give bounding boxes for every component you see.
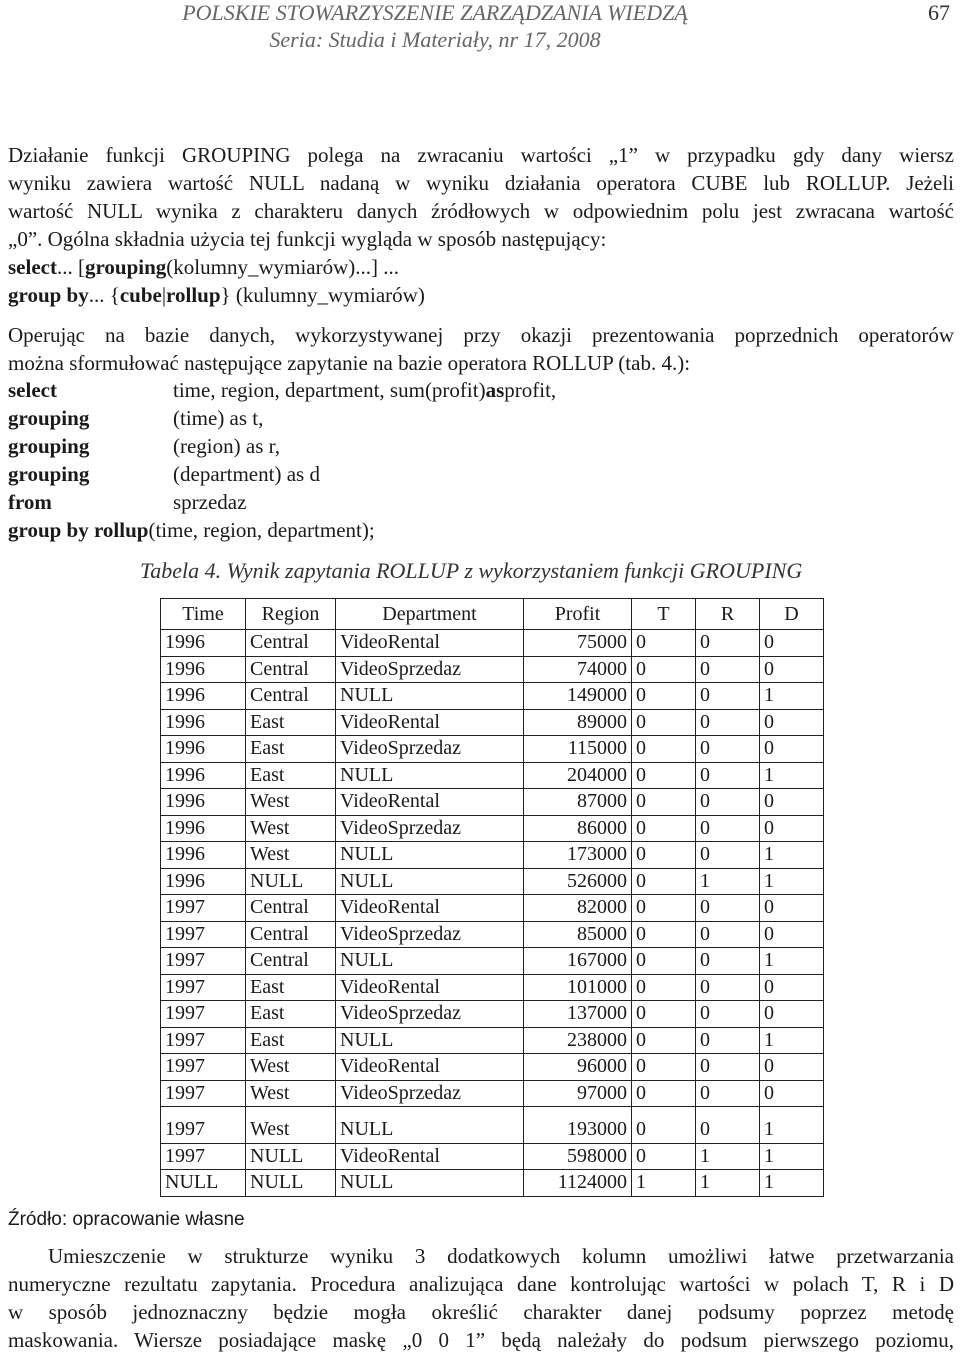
- table-cell: 1: [760, 1170, 824, 1197]
- sql-keyword: group by rollup: [8, 518, 149, 542]
- text-line: maskowania. Wiersze posiadające maskę „0 0 1” będą należały do podsum pierwszego poziomu,: [8, 1328, 954, 1352]
- table-row: [161, 842, 824, 869]
- table-row: [161, 895, 824, 922]
- table-cell: 0: [760, 815, 824, 842]
- column-header: Department: [336, 599, 524, 630]
- syntax-text: (kolumny_wymiarów)...] ...: [166, 255, 400, 279]
- table-row: [161, 656, 824, 683]
- table-row: [161, 1001, 824, 1028]
- table-cell: 0: [760, 1001, 824, 1028]
- table-cell: 0: [632, 630, 696, 657]
- syntax-line-select: [8, 253, 954, 281]
- sql-text: profit,: [504, 378, 557, 402]
- table-cell: 1124000: [524, 1170, 632, 1197]
- table-row: [161, 1107, 824, 1144]
- text-line: numeryczne rezultatu zapytania. Procedura analizująca dane kontrolując wartości w polach T, R i D: [8, 1272, 954, 1296]
- table-cell: 1: [696, 1170, 760, 1197]
- table-cell: 0: [696, 709, 760, 736]
- table-cell: VideoSprzedaz: [336, 736, 524, 763]
- table-cell: 0: [696, 1027, 760, 1054]
- table-cell: 1997: [161, 1143, 246, 1170]
- table-cell: 0: [696, 815, 760, 842]
- table-cell: 1: [760, 1143, 824, 1170]
- table-cell: Central: [246, 948, 336, 975]
- sql-keyword: from: [8, 490, 52, 514]
- table-cell: West: [246, 789, 336, 816]
- table-cell: 87000: [524, 789, 632, 816]
- table-cell: 1: [760, 762, 824, 789]
- table-cell: 0: [760, 1054, 824, 1081]
- table-cell: 167000: [524, 948, 632, 975]
- table-cell: 0: [696, 736, 760, 763]
- table-cell: West: [246, 1054, 336, 1081]
- table-cell: 1996: [161, 709, 246, 736]
- keyword: group by: [8, 283, 89, 307]
- table-cell: 0: [696, 921, 760, 948]
- table-cell: 1996: [161, 842, 246, 869]
- table-cell: Central: [246, 921, 336, 948]
- table-cell: 238000: [524, 1027, 632, 1054]
- syntax-text: ... {: [88, 283, 120, 307]
- table-cell: 75000: [524, 630, 632, 657]
- paragraph-conclusion: [8, 1242, 954, 1354]
- table-cell: East: [246, 1027, 336, 1054]
- table-cell: NULL: [336, 1107, 524, 1144]
- table-cell: 0: [696, 948, 760, 975]
- sql-text: (time, region, department);: [148, 518, 375, 542]
- table-cell: VideoRental: [336, 895, 524, 922]
- table-cell: VideoSprzedaz: [336, 656, 524, 683]
- table-cell: 0: [632, 815, 696, 842]
- table-cell: 0: [632, 1080, 696, 1107]
- table-cell: 0: [632, 974, 696, 1001]
- table-cell: 1: [760, 948, 824, 975]
- table-cell: 1997: [161, 1054, 246, 1081]
- table-cell: 0: [696, 630, 760, 657]
- table-source: Źródło: opracowanie własne: [8, 1209, 245, 1230]
- table-row: [161, 1080, 824, 1107]
- text-line: można sformułować następujące zapytanie na bazie operatora ROLLUP (tab. 4.):: [8, 351, 691, 375]
- table-cell: 89000: [524, 709, 632, 736]
- sql-query: [8, 376, 556, 544]
- table-cell: 1996: [161, 736, 246, 763]
- table-cell: 0: [760, 974, 824, 1001]
- paragraph-query-intro: [8, 321, 954, 377]
- keyword: rollup: [166, 283, 221, 307]
- table-cell: 149000: [524, 683, 632, 710]
- table-cell: 0: [760, 921, 824, 948]
- table-row: [161, 1143, 824, 1170]
- sql-text: time, region, department, sum(profit): [173, 378, 486, 402]
- table-cell: 0: [632, 762, 696, 789]
- keyword: cube: [119, 283, 162, 307]
- column-header: D: [760, 599, 824, 630]
- table-cell: Central: [246, 683, 336, 710]
- table-cell: VideoRental: [336, 974, 524, 1001]
- table-row: [161, 1170, 824, 1197]
- table-cell: 1997: [161, 1080, 246, 1107]
- table-cell: 115000: [524, 736, 632, 763]
- syntax-text: ... [: [56, 255, 85, 279]
- text-line: wyniku zawiera wartość NULL nadaną w wyniku działania operatora CUBE lub ROLLUP. Jeżeli: [8, 171, 954, 195]
- table-cell: VideoSprzedaz: [336, 1080, 524, 1107]
- table-cell: 1997: [161, 1027, 246, 1054]
- table-cell: 0: [760, 789, 824, 816]
- table-cell: NULL: [336, 683, 524, 710]
- text-line: Operując na bazie danych, wykorzystywanej przy okazji prezentowania poprzednich operatorów: [8, 323, 954, 347]
- table-cell: East: [246, 1001, 336, 1028]
- table-cell: 0: [632, 895, 696, 922]
- table-cell: Central: [246, 630, 336, 657]
- table-cell: 1997: [161, 948, 246, 975]
- table-cell: 0: [696, 762, 760, 789]
- table-cell: 85000: [524, 921, 632, 948]
- table-cell: VideoRental: [336, 789, 524, 816]
- table-cell: East: [246, 736, 336, 763]
- journal-series: Seria: Studia i Materiały, nr 17, 2008: [269, 27, 601, 52]
- table-cell: VideoRental: [336, 630, 524, 657]
- syntax-line-groupby: [8, 281, 954, 309]
- table-row: [161, 709, 824, 736]
- sql-keyword: as: [485, 378, 505, 402]
- table-cell: 1996: [161, 762, 246, 789]
- table-cell: 0: [632, 736, 696, 763]
- table-cell: East: [246, 709, 336, 736]
- column-header: Time: [161, 599, 246, 630]
- table-cell: 0: [632, 1027, 696, 1054]
- table-cell: 1997: [161, 921, 246, 948]
- table-cell: 101000: [524, 974, 632, 1001]
- table-cell: 86000: [524, 815, 632, 842]
- column-header: R: [696, 599, 760, 630]
- table-cell: 0: [760, 1080, 824, 1107]
- sql-text: (department) as d: [173, 462, 320, 486]
- table-cell: West: [246, 842, 336, 869]
- table-cell: West: [246, 1107, 336, 1144]
- table-cell: 1996: [161, 630, 246, 657]
- table-cell: 0: [632, 1001, 696, 1028]
- table-cell: 0: [696, 683, 760, 710]
- table-cell: 0: [696, 1054, 760, 1081]
- text-line: w sposób jednoznaczny będzie mogła określić charakter danej podsumy poprzez metodę: [8, 1300, 954, 1324]
- table-row: [161, 736, 824, 763]
- table-cell: 0: [696, 974, 760, 1001]
- table-row: [161, 762, 824, 789]
- table-cell: VideoRental: [336, 709, 524, 736]
- table-cell: 1: [760, 868, 824, 895]
- table-cell: 1: [760, 1107, 824, 1144]
- table-cell: VideoSprzedaz: [336, 1001, 524, 1028]
- table-cell: 0: [632, 948, 696, 975]
- table-cell: 0: [632, 1143, 696, 1170]
- table-cell: NULL: [161, 1170, 246, 1197]
- table-cell: 74000: [524, 656, 632, 683]
- sql-text: sprzedaz: [173, 490, 247, 514]
- table-cell: 0: [696, 842, 760, 869]
- table-cell: 0: [760, 709, 824, 736]
- sql-keyword: grouping: [8, 462, 90, 486]
- text-line: wartość NULL wynika z charakteru danych źródłowych w odpowiednim polu jest zwracana wartość: [8, 199, 954, 223]
- table-row: [161, 1054, 824, 1081]
- paragraph-grouping-intro: [8, 141, 954, 309]
- table-cell: 0: [760, 656, 824, 683]
- sql-text: (region) as r,: [173, 434, 281, 458]
- table-cell: 1996: [161, 789, 246, 816]
- sql-keyword: select: [8, 378, 57, 402]
- table-cell: 0: [760, 630, 824, 657]
- table-cell: 1: [632, 1170, 696, 1197]
- table-row: [161, 948, 824, 975]
- table-cell: 1996: [161, 868, 246, 895]
- table-cell: 0: [696, 1107, 760, 1144]
- table-row: [161, 815, 824, 842]
- table-cell: 1996: [161, 815, 246, 842]
- table-cell: 0: [696, 1001, 760, 1028]
- result-table: [160, 598, 824, 1197]
- table-cell: 1996: [161, 656, 246, 683]
- table-cell: 97000: [524, 1080, 632, 1107]
- table-row: [161, 868, 824, 895]
- table-cell: 1996: [161, 683, 246, 710]
- table-cell: VideoSprzedaz: [336, 815, 524, 842]
- table-row: [161, 921, 824, 948]
- table-cell: NULL: [336, 1170, 524, 1197]
- table-cell: 1997: [161, 895, 246, 922]
- table-cell: NULL: [336, 868, 524, 895]
- keyword: select: [8, 255, 57, 279]
- table-row: [161, 974, 824, 1001]
- sql-row: [8, 488, 556, 516]
- table-cell: West: [246, 1080, 336, 1107]
- table-cell: 137000: [524, 1001, 632, 1028]
- table-cell: 0: [632, 842, 696, 869]
- text-line: „0”. Ogólna składnia użycia tej funkcji wygląda w sposób następujący:: [8, 227, 607, 251]
- syntax-text: } (kulumny_wymiarów): [220, 283, 425, 307]
- table-cell: 0: [632, 1054, 696, 1081]
- column-header: Profit: [524, 599, 632, 630]
- table-cell: 1: [760, 842, 824, 869]
- table-caption: Tabela 4. Wynik zapytania ROLLUP z wykorzystaniem funkcji GROUPING: [140, 558, 803, 583]
- table-cell: 1: [760, 683, 824, 710]
- table-cell: NULL: [246, 868, 336, 895]
- table-cell: 598000: [524, 1143, 632, 1170]
- table-cell: 0: [632, 868, 696, 895]
- table-cell: 0: [696, 656, 760, 683]
- syntax-separator: |: [161, 283, 167, 307]
- table-cell: VideoSprzedaz: [336, 921, 524, 948]
- table-cell: NULL: [246, 1143, 336, 1170]
- table-cell: NULL: [336, 762, 524, 789]
- table-row: [161, 683, 824, 710]
- table-cell: 1997: [161, 974, 246, 1001]
- table-cell: East: [246, 974, 336, 1001]
- sql-row: [8, 460, 556, 488]
- table-cell: 0: [696, 1080, 760, 1107]
- column-header: Region: [246, 599, 336, 630]
- table-cell: 0: [632, 921, 696, 948]
- table-cell: East: [246, 762, 336, 789]
- keyword: grouping: [84, 255, 167, 279]
- page-number: 67: [928, 0, 950, 25]
- table-cell: 0: [760, 736, 824, 763]
- table-cell: West: [246, 815, 336, 842]
- table-row: [161, 630, 824, 657]
- text-line: Działanie funkcji GROUPING polega na zwracaniu wartości „1” w przypadku gdy dany wiersz: [8, 143, 954, 167]
- sql-row: [8, 404, 556, 432]
- table-row: [161, 1027, 824, 1054]
- table-cell: VideoRental: [336, 1143, 524, 1170]
- table-cell: NULL: [336, 842, 524, 869]
- text-line: Umieszczenie w strukturze wyniku 3 dodatkowych kolumn umożliwi łatwe przetwarzania: [48, 1244, 954, 1268]
- table-cell: 0: [696, 789, 760, 816]
- sql-row: [8, 516, 556, 544]
- page-header: [0, 0, 960, 60]
- sql-keyword: grouping: [8, 406, 90, 430]
- table-cell: NULL: [336, 948, 524, 975]
- sql-row: [8, 376, 556, 404]
- table-cell: 0: [632, 1107, 696, 1144]
- table-cell: NULL: [336, 1027, 524, 1054]
- table-cell: 1997: [161, 1107, 246, 1144]
- table-cell: 1: [696, 868, 760, 895]
- journal-title: POLSKIE STOWARZYSZENIE ZARZĄDZANIA WIEDZĄ: [182, 0, 688, 25]
- table-cell: Central: [246, 656, 336, 683]
- table-cell: 526000: [524, 868, 632, 895]
- table-cell: 0: [696, 895, 760, 922]
- table-cell: 0: [632, 789, 696, 816]
- table-cell: 0: [760, 895, 824, 922]
- sql-keyword: grouping: [8, 434, 90, 458]
- table-cell: NULL: [246, 1170, 336, 1197]
- table-cell: 204000: [524, 762, 632, 789]
- column-header: T: [632, 599, 696, 630]
- table-cell: 173000: [524, 842, 632, 869]
- table-cell: 82000: [524, 895, 632, 922]
- table-cell: 1: [696, 1143, 760, 1170]
- table-cell: 193000: [524, 1107, 632, 1144]
- table-row: [161, 789, 824, 816]
- sql-text: (time) as t,: [173, 406, 264, 430]
- table-cell: VideoRental: [336, 1054, 524, 1081]
- table-cell: Central: [246, 895, 336, 922]
- table-cell: 0: [632, 656, 696, 683]
- table-header-row: [161, 599, 824, 630]
- table-cell: 0: [632, 683, 696, 710]
- sql-row: [8, 432, 556, 460]
- table-cell: 1: [760, 1027, 824, 1054]
- table-cell: 96000: [524, 1054, 632, 1081]
- table-cell: 1997: [161, 1001, 246, 1028]
- table-cell: 0: [632, 709, 696, 736]
